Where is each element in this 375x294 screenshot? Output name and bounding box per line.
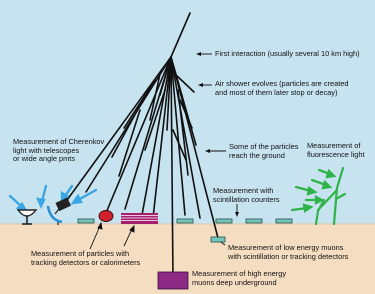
label-particles-reach-ground: Some of the particles reach the ground	[229, 142, 299, 160]
label-air-shower-evolves: Air shower evolves (particles are created and most of them later stop or decay)	[215, 79, 349, 97]
label-first-interaction: First interaction (usually several 10 km high)	[215, 49, 360, 58]
low-energy-muon-detector	[211, 237, 225, 242]
tracking-stack-icon	[121, 213, 158, 224]
label-tracking-calorimeters: Measurement of particles with tracking detectors or calorimeters	[31, 249, 141, 267]
label-fluorescence-measurement: Measurement of fluorescence light	[307, 141, 365, 159]
label-cherenkov-measurement: Measurement of Cherenkov light with telescopes or wide angle pmts	[13, 137, 105, 164]
label-scintillation-counters: Measurement with scintillation counters	[213, 186, 280, 204]
label-high-energy-muons: Measurement of high energy muons deep underground	[192, 269, 287, 287]
underground-muon-detector-icon	[158, 272, 188, 289]
label-low-energy-muons: Measurement of low energy muons with scintillation or tracking detectors	[228, 243, 349, 261]
calorimeter-icon	[99, 211, 113, 222]
